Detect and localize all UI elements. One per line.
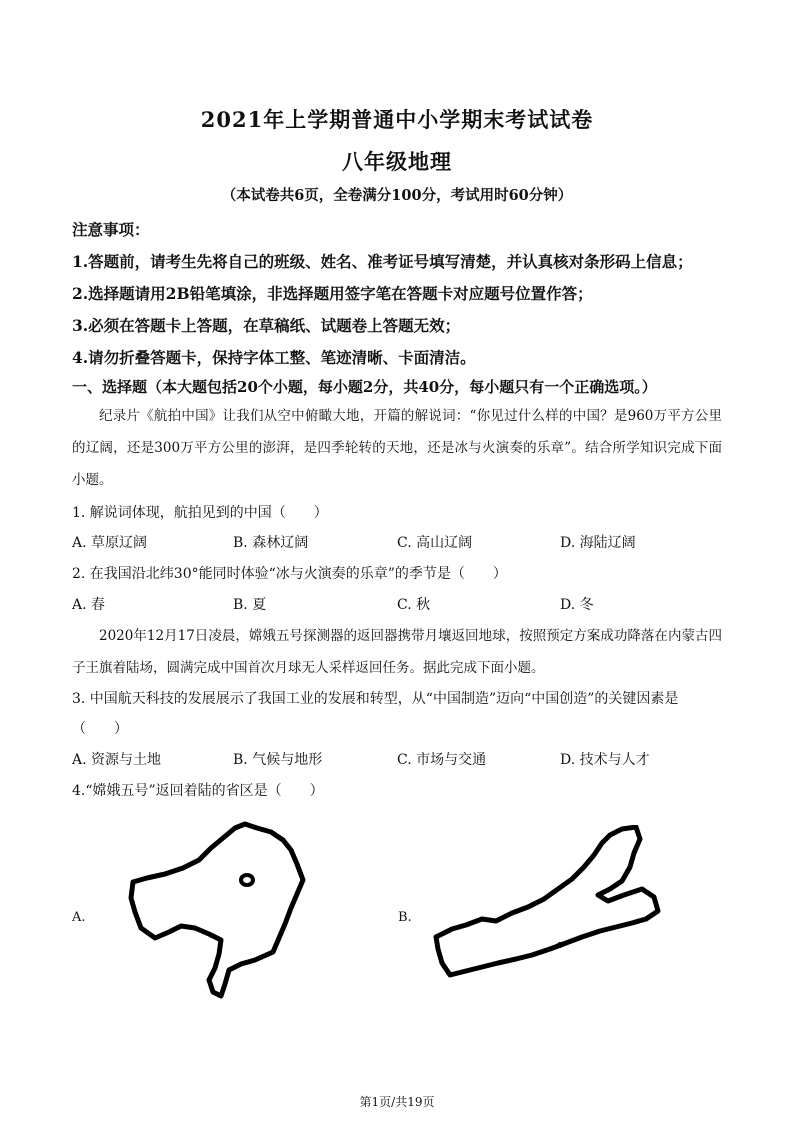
q3-option-a: A. 资源与土地 xyxy=(72,752,162,768)
q1-option-a: A. 草原辽阔 xyxy=(72,535,148,551)
province-outline-a xyxy=(125,820,325,1005)
notice-item-1: 1.答题前，请考生先将自己的班级、姓名、准考证号填写清楚，并认真核对条形码上信息； xyxy=(72,252,693,271)
q2-option-d: D. 冬 xyxy=(560,597,594,613)
passage-1: 纪录片《航拍中国》让我们从空中俯瞰大地，开篇的解说词：“你见过什么样的中国？是960万平方公里的辽阔，还是300万平方公里的澎湃，是四季轮转的天地，还是冰与火演奏的乐章”。结合所学知识完成下面小题。 xyxy=(72,408,722,488)
outline-path-b xyxy=(436,827,658,975)
notice-item-3: 3.必须在答题卡上答题，在草稿纸、试题卷上答题无效； xyxy=(72,316,461,335)
section1-heading: 一、选择题（本大题包括20个小题，每小题2分，共40分，每小题只有一个正确选项。） xyxy=(72,378,657,396)
q2-option-a: A. 春 xyxy=(72,597,106,613)
exam-info: （本试卷共6页，全卷满分100分，考试用时60分钟） xyxy=(221,187,573,204)
outline-path-a xyxy=(131,824,303,996)
outline-dot-b xyxy=(557,942,563,948)
province-outline-b xyxy=(432,825,672,990)
question-4-stem: 4.“嫦娥五号”返回着陆的省区是（ ） xyxy=(72,783,324,799)
q3-option-b: B. 气候与地形 xyxy=(233,752,323,768)
q1-option-b: B. 森林辽阔 xyxy=(233,535,309,551)
map-label-b: B. xyxy=(398,910,412,925)
page-footer: 第1页/共19页 xyxy=(359,1095,435,1109)
q3-option-c: C. 市场与交通 xyxy=(397,752,487,768)
notice-heading: 注意事项： xyxy=(72,220,150,239)
exam-title: 2021年上学期普通中小学期末考试试卷 xyxy=(200,107,594,132)
q1-option-d: D. 海陆辽阔 xyxy=(560,535,636,551)
map-label-a: A. xyxy=(72,910,86,925)
question-3-stem: 3. 中国航天科技的发展展示了我国工业的发展和转型，从“中国制造”迈向“中国创造”的关键因素是 xyxy=(72,691,679,707)
question-2-stem: 2. 在我国沿北纬30°能同时体验“冰与火演奏的乐章”的季节是（ ） xyxy=(72,566,507,582)
q1-option-c: C. 高山辽阔 xyxy=(397,535,473,551)
question-3-stem-cont: （ ） xyxy=(72,721,128,737)
notice-item-4: 4.请勿折叠答题卡，保持字体工整、笔迹清晰、卡面清洁。 xyxy=(72,348,476,367)
q2-option-b: B. 夏 xyxy=(233,597,267,613)
q2-option-c: C. 秋 xyxy=(397,597,431,613)
question-1-stem: 1. 解说词体现，航拍见到的中国（ ） xyxy=(72,505,328,521)
enclave-ring xyxy=(241,875,253,885)
passage-2: 2020年12月17日凌晨，嫦娥五号探测器的返回器携带月壤返回地球，按照预定方案成功降落在内蒙古四子王旗着陆场，圆满完成中国首次月球无人采样返回任务。据此完成下面小题。 xyxy=(72,628,722,676)
notice-item-2: 2.选择题请用2B铅笔填涂，非选择题用签字笔在答题卡对应题号位置作答； xyxy=(72,284,593,303)
q3-option-d: D. 技术与人才 xyxy=(560,752,650,768)
exam-subject: 八年级地理 xyxy=(342,149,452,174)
